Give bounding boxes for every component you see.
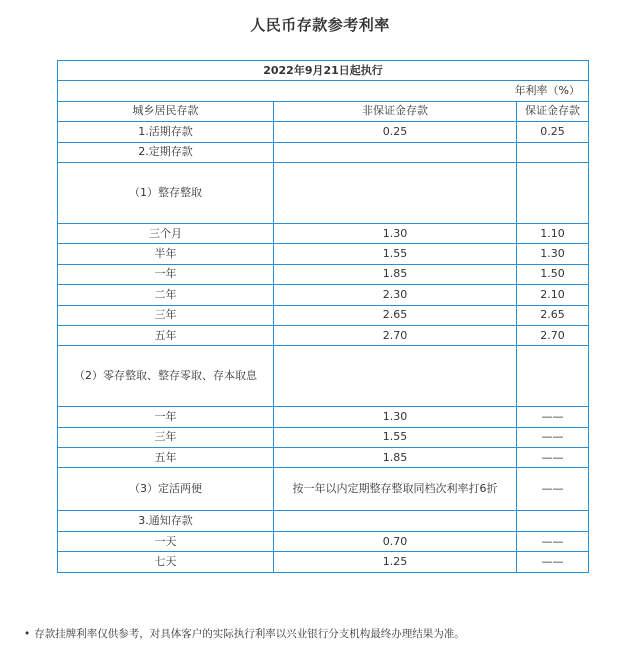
disclaimer-text: 存款挂牌利率仅供参考，对具体客户的实际执行利率以兴业银行分支机构最终办理结果为准。 bbox=[34, 628, 465, 640]
non-margin-rate-cell bbox=[274, 346, 517, 407]
non-margin-rate-cell: 按一年以内定期整存整取同档次利率打6折 bbox=[274, 468, 517, 511]
non-margin-rate-cell: 1.55 bbox=[274, 427, 517, 447]
margin-rate-cell: 1.30 bbox=[517, 244, 589, 264]
column-header: 非保证金存款 bbox=[274, 101, 517, 121]
term-cell: （2）零存整取、整存零取、存本取息 bbox=[58, 346, 274, 407]
table-caption: 2022年9月21日起执行 bbox=[58, 61, 589, 81]
term-cell: 2.定期存款 bbox=[58, 142, 274, 162]
non-margin-rate-cell: 2.70 bbox=[274, 325, 517, 345]
table-row bbox=[58, 407, 589, 427]
term-cell: （1）整存整取 bbox=[58, 162, 274, 223]
margin-rate-cell: —— bbox=[517, 407, 589, 427]
non-margin-rate-cell: 2.65 bbox=[274, 305, 517, 325]
non-margin-rate-cell: 1.55 bbox=[274, 244, 517, 264]
table-row bbox=[58, 531, 589, 551]
rate-unit-label: 年利率（%） bbox=[58, 81, 589, 101]
term-cell: 一天 bbox=[58, 531, 274, 551]
term-cell: 三年 bbox=[58, 427, 274, 447]
disclaimer-note bbox=[24, 626, 465, 641]
non-margin-rate-cell: 1.30 bbox=[274, 407, 517, 427]
term-cell: 七天 bbox=[58, 552, 274, 572]
margin-rate-cell bbox=[517, 346, 589, 407]
term-cell: 一年 bbox=[58, 264, 274, 284]
table-row bbox=[58, 511, 589, 531]
margin-rate-cell: 2.65 bbox=[517, 305, 589, 325]
margin-rate-cell: —— bbox=[517, 427, 589, 447]
term-cell: 3.通知存款 bbox=[58, 511, 274, 531]
table-row bbox=[58, 468, 589, 511]
term-cell: 1.活期存款 bbox=[58, 122, 274, 142]
margin-rate-cell: 0.25 bbox=[517, 122, 589, 142]
table-row bbox=[58, 346, 589, 407]
unit-row bbox=[58, 81, 589, 101]
header-row bbox=[58, 101, 589, 121]
term-cell: 一年 bbox=[58, 407, 274, 427]
non-margin-rate-cell: 0.70 bbox=[274, 531, 517, 551]
non-margin-rate-cell: 0.25 bbox=[274, 122, 517, 142]
non-margin-rate-cell: 1.25 bbox=[274, 552, 517, 572]
margin-rate-cell: 1.10 bbox=[517, 223, 589, 243]
margin-rate-cell bbox=[517, 511, 589, 531]
term-cell: 五年 bbox=[58, 448, 274, 468]
non-margin-rate-cell bbox=[274, 142, 517, 162]
margin-rate-cell: 2.10 bbox=[517, 285, 589, 305]
margin-rate-cell: —— bbox=[517, 552, 589, 572]
non-margin-rate-cell: 1.30 bbox=[274, 223, 517, 243]
term-cell: 五年 bbox=[58, 325, 274, 345]
margin-rate-cell bbox=[517, 162, 589, 223]
table-row bbox=[58, 142, 589, 162]
table-row bbox=[58, 122, 589, 142]
term-cell: （3）定活两便 bbox=[58, 468, 274, 511]
margin-rate-cell: 1.50 bbox=[517, 264, 589, 284]
table-row bbox=[58, 448, 589, 468]
table-row bbox=[58, 264, 589, 284]
non-margin-rate-cell bbox=[274, 162, 517, 223]
column-header: 城乡居民存款 bbox=[58, 101, 274, 121]
table-row bbox=[58, 285, 589, 305]
bullet-icon: • bbox=[24, 628, 31, 640]
column-header: 保证金存款 bbox=[517, 101, 589, 121]
non-margin-rate-cell: 1.85 bbox=[274, 448, 517, 468]
term-cell: 三年 bbox=[58, 305, 274, 325]
caption-row bbox=[58, 61, 589, 81]
margin-rate-cell: —— bbox=[517, 448, 589, 468]
table-row bbox=[58, 244, 589, 264]
term-cell: 二年 bbox=[58, 285, 274, 305]
non-margin-rate-cell bbox=[274, 511, 517, 531]
term-cell: 半年 bbox=[58, 244, 274, 264]
margin-rate-cell bbox=[517, 142, 589, 162]
table-row bbox=[58, 162, 589, 223]
table-row bbox=[58, 223, 589, 243]
margin-rate-cell: —— bbox=[517, 468, 589, 511]
margin-rate-cell: —— bbox=[517, 531, 589, 551]
table-row bbox=[58, 325, 589, 345]
deposit-rate-table bbox=[57, 60, 589, 573]
page-title: 人民币存款参考利率 bbox=[250, 16, 390, 34]
term-cell: 三个月 bbox=[58, 223, 274, 243]
non-margin-rate-cell: 1.85 bbox=[274, 264, 517, 284]
table-row bbox=[58, 427, 589, 447]
table-row bbox=[58, 305, 589, 325]
margin-rate-cell: 2.70 bbox=[517, 325, 589, 345]
non-margin-rate-cell: 2.30 bbox=[274, 285, 517, 305]
table-row bbox=[58, 552, 589, 572]
